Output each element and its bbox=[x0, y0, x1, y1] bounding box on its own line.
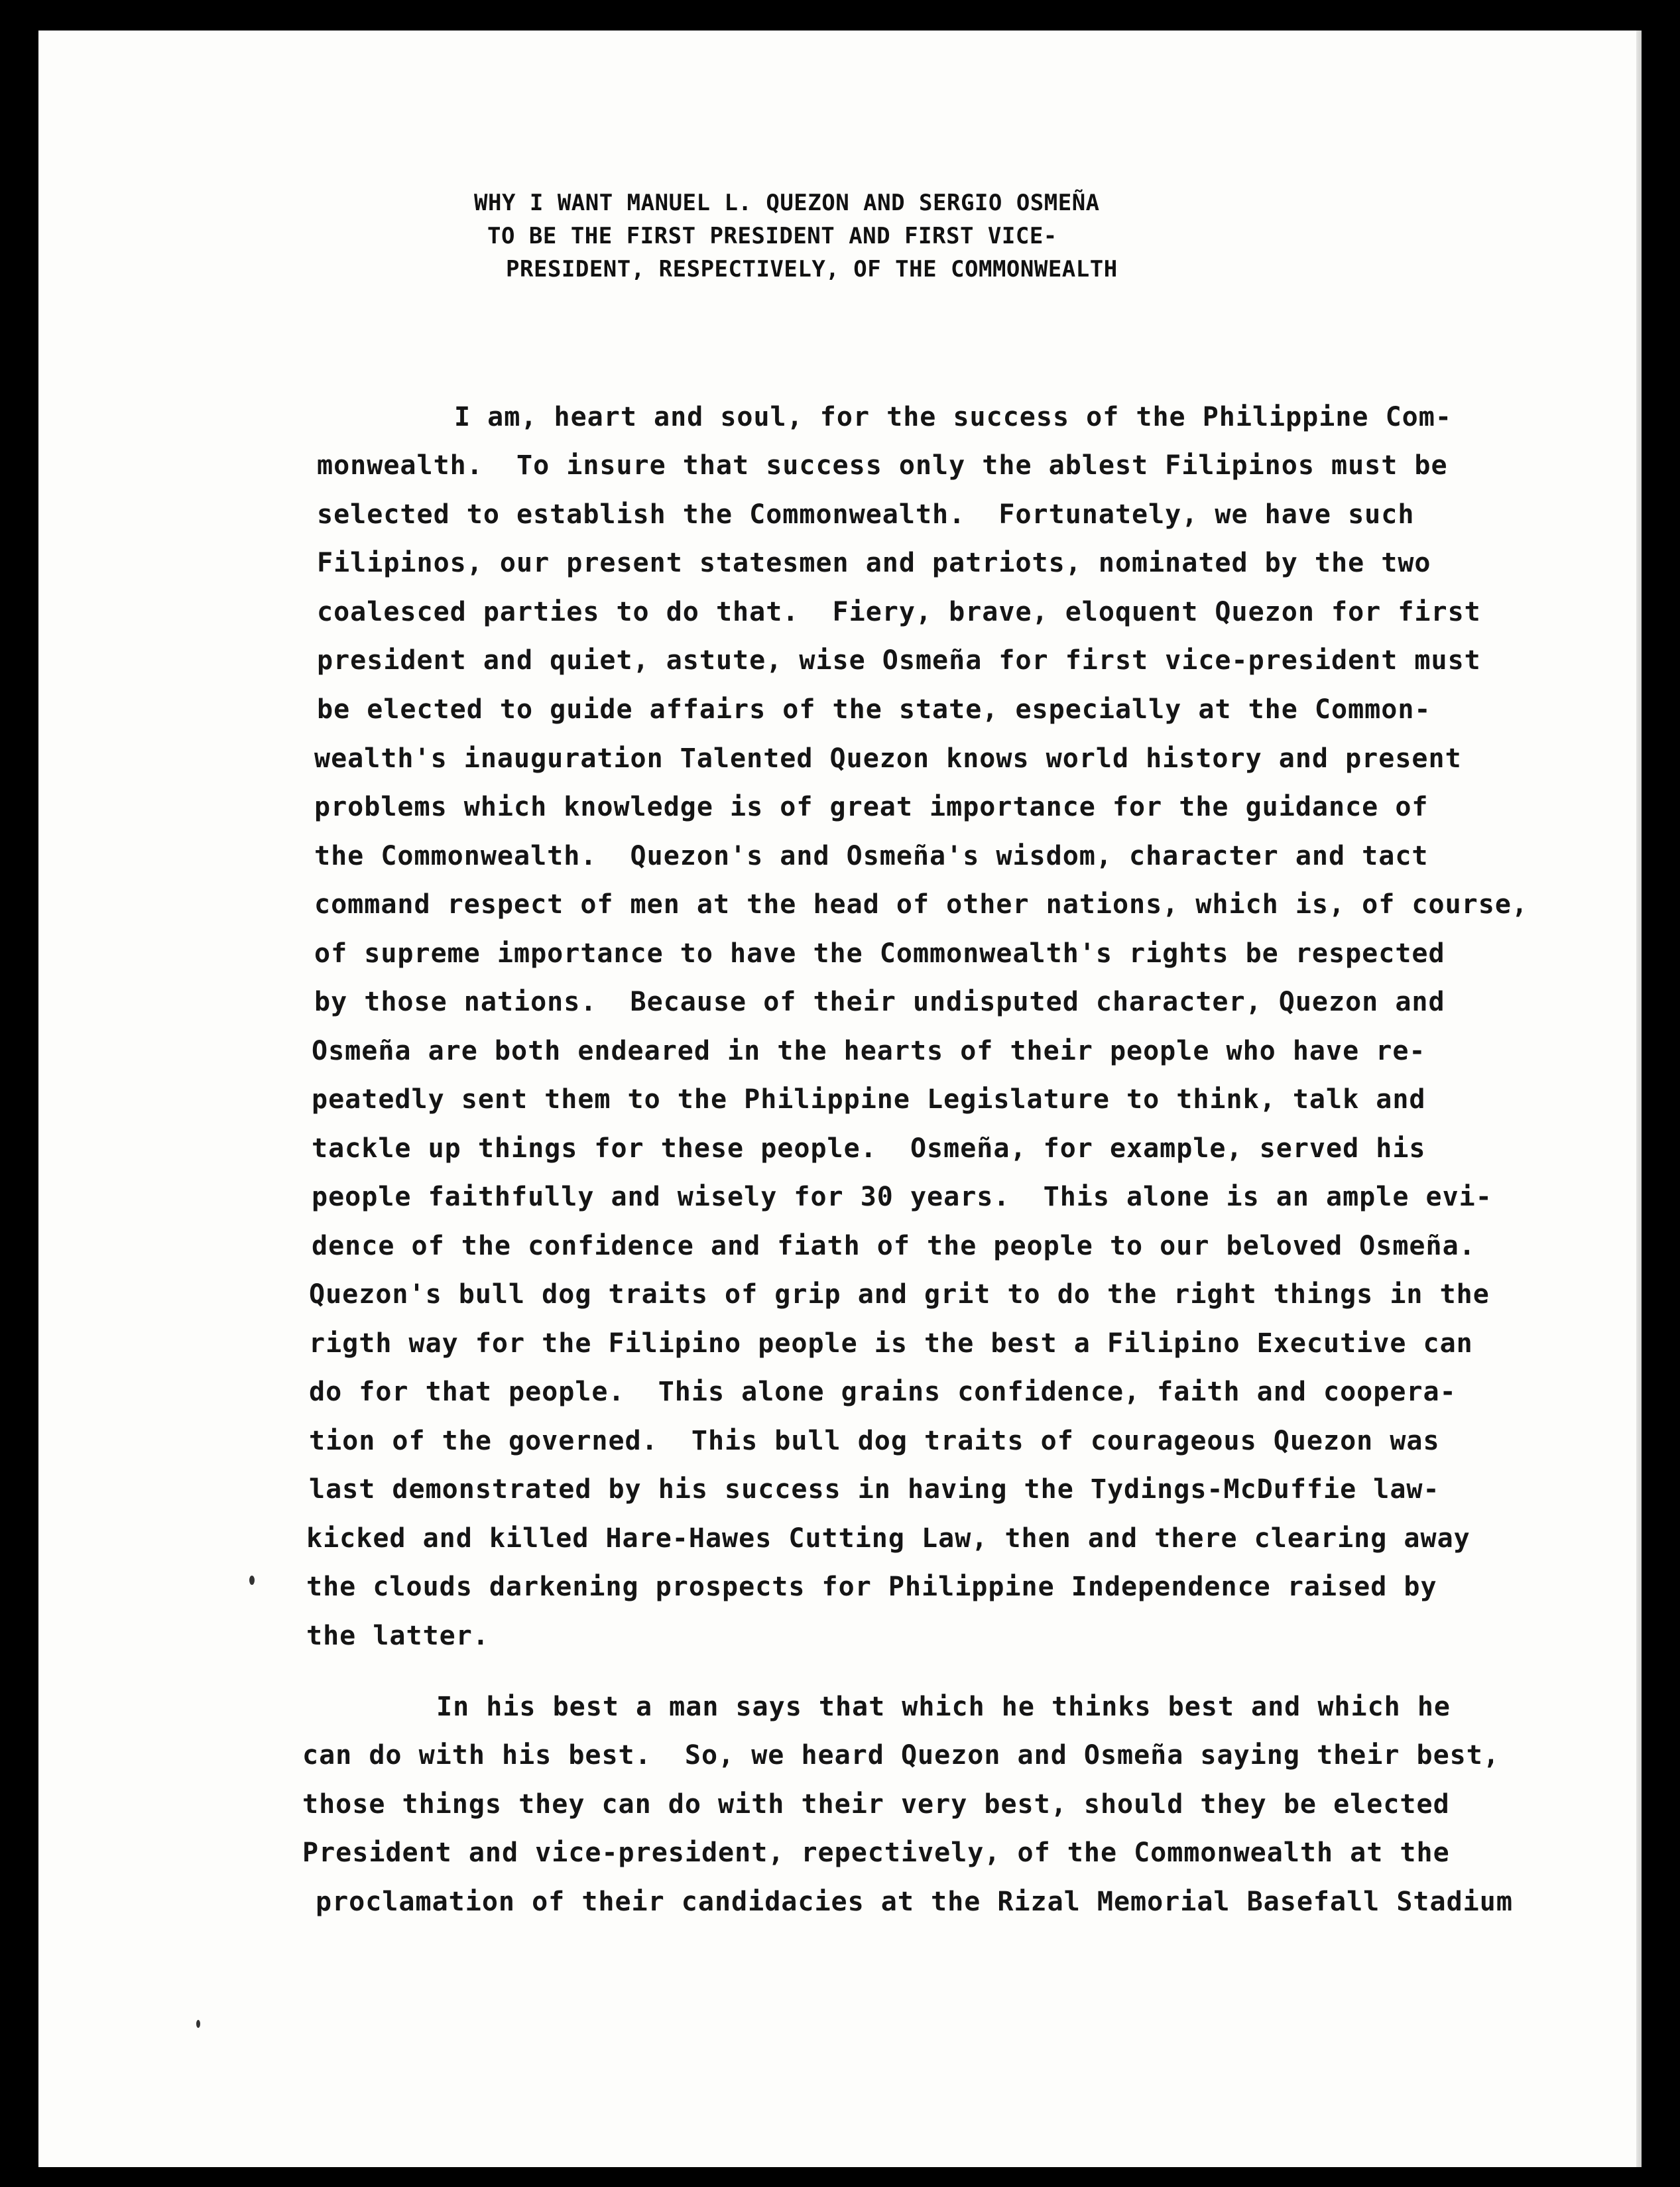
text-line: tackle up things for these people. Osmeña, for example, served his bbox=[312, 1133, 1426, 1164]
text-line: proclamation of their candidacies at the Rizal Memorial Basefall Stadium bbox=[316, 1887, 1513, 1917]
text-line: by those nations. Because of their undisputed character, Quezon and bbox=[314, 987, 1445, 1017]
text-line: those things they can do with their very best, should they be elected bbox=[302, 1789, 1450, 1820]
text-line: the latter. bbox=[306, 1621, 489, 1651]
text-line: peatedly sent them to the Philippine Legislature to think, talk and bbox=[312, 1084, 1426, 1115]
title-line-3: PRESIDENT, RESPECTIVELY, OF THE COMMONWEALTH bbox=[506, 256, 1118, 282]
text-line: kicked and killed Hare-Hawes Cutting Law, then and there clearing away bbox=[306, 1523, 1470, 1554]
document-page bbox=[38, 31, 1642, 2167]
text-line: be elected to guide affairs of the state, especially at the Common- bbox=[317, 694, 1431, 725]
text-line: Osmeña are both endeared in the hearts of their people who have re- bbox=[312, 1036, 1426, 1066]
title-line-1: WHY I WANT MANUEL L. QUEZON AND SERGIO OSMEÑA bbox=[474, 190, 1100, 216]
text-line: the clouds darkening prospects for Philippine Independence raised by bbox=[306, 1572, 1437, 1602]
page-edge bbox=[1636, 31, 1642, 2167]
text-line: coalesced parties to do that. Fiery, brave, eloquent Quezon for first bbox=[317, 597, 1481, 627]
text-line: do for that people. This alone grains confidence, faith and coopera- bbox=[309, 1377, 1457, 1407]
text-line: Filipinos, our present statesmen and patriots, nominated by the two bbox=[317, 548, 1431, 578]
text-line: wealth's inauguration Talented Quezon knows world history and present bbox=[314, 743, 1462, 774]
text-line: President and vice-president, repectively, of the Commonwealth at the bbox=[302, 1838, 1450, 1868]
ink-speck bbox=[196, 2020, 200, 2028]
text-line: people faithfully and wisely for 30 years. This alone is an ample evi- bbox=[312, 1182, 1492, 1212]
text-line: Quezon's bull dog traits of grip and grit to do the right things in the bbox=[309, 1279, 1490, 1310]
text-line: In his best a man says that which he thinks best and which he bbox=[436, 1692, 1451, 1722]
text-line: I am, heart and soul, for the success of the Philippine Com- bbox=[454, 402, 1452, 432]
text-line: tion of the governed. This bull dog traits of courageous Quezon was bbox=[309, 1426, 1440, 1456]
text-line: rigth way for the Filipino people is the best a Filipino Executive can bbox=[309, 1328, 1473, 1359]
text-line: monwealth. To insure that success only the ablest Filipinos must be bbox=[317, 450, 1448, 481]
title-line-2: TO BE THE FIRST PRESIDENT AND FIRST VICE- bbox=[487, 223, 1057, 249]
text-line: command respect of men at the head of other nations, which is, of course, bbox=[314, 889, 1528, 920]
text-line: problems which knowledge is of great importance for the guidance of bbox=[314, 792, 1429, 822]
text-line: the Commonwealth. Quezon's and Osmeña's wisdom, character and tact bbox=[314, 841, 1429, 871]
ink-speck bbox=[249, 1576, 255, 1585]
text-line: dence of the confidence and fiath of the people to our beloved Osmeña. bbox=[312, 1231, 1476, 1261]
text-line: last demonstrated by his success in having the Tydings-McDuffie law- bbox=[309, 1474, 1440, 1505]
text-line: president and quiet, astute, wise Osmeña for first vice-president must bbox=[317, 645, 1481, 676]
text-line: of supreme importance to have the Commonwealth's rights be respected bbox=[314, 938, 1445, 969]
text-line: can do with his best. So, we heard Quezon and Osmeña saying their best, bbox=[302, 1740, 1500, 1771]
text-line: selected to establish the Commonwealth. Fortunately, we have such bbox=[317, 499, 1415, 530]
